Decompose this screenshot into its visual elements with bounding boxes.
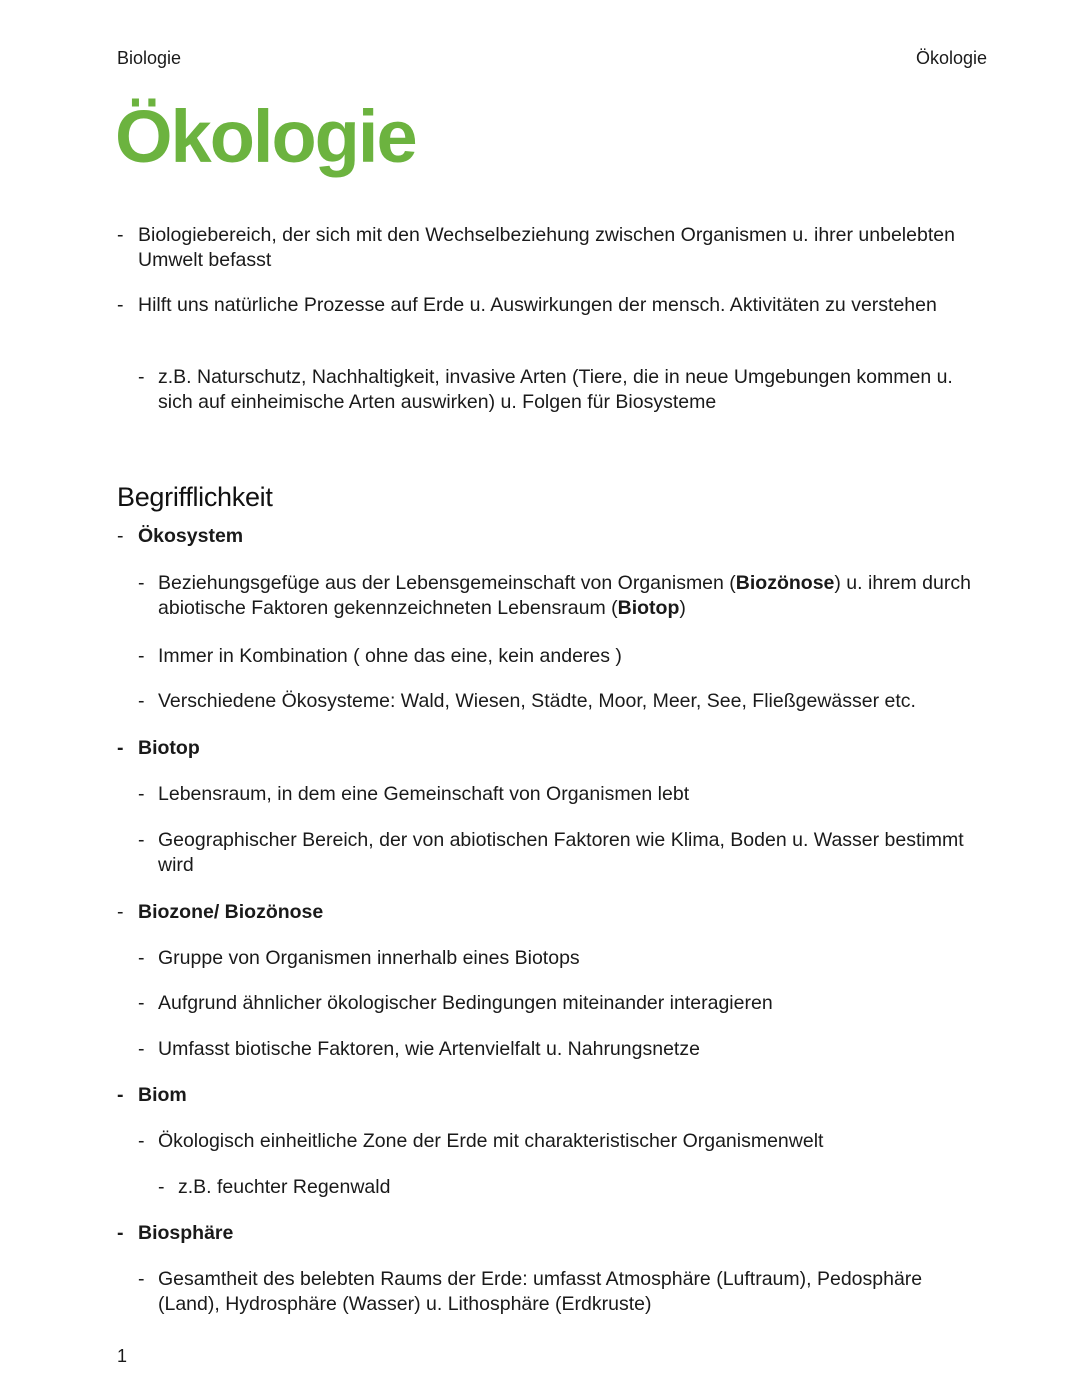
section-heading: Begrifflichkeit bbox=[117, 482, 273, 512]
term-label: Biotop bbox=[138, 737, 200, 759]
term-label: Biozone/ Biozönose bbox=[138, 901, 324, 923]
page-title: Ökologie bbox=[115, 95, 416, 178]
bullet-dash: - bbox=[138, 992, 145, 1014]
bullet-dash: - bbox=[117, 525, 124, 547]
bullet-text: Ökologisch einheitliche Zone der Erde mit charakteristischer Organismenwelt bbox=[158, 1130, 824, 1152]
bullet-dash: - bbox=[158, 1176, 165, 1198]
bullet-dash: - bbox=[138, 783, 145, 805]
bullet-dash: - bbox=[117, 737, 124, 759]
bullet-text: Lebensraum, in dem eine Gemeinschaft von Organismen lebt bbox=[158, 783, 690, 805]
text-part: ) bbox=[679, 597, 686, 619]
bold-term-biozoenose: Biozönose bbox=[735, 572, 835, 594]
bullet-dash: - bbox=[138, 690, 145, 712]
bullet-dash: - bbox=[138, 947, 145, 969]
term-label: Biosphäre bbox=[138, 1222, 234, 1244]
bullet-dash: - bbox=[117, 224, 124, 246]
text-part: ) u. ihrem durch abiotische Faktoren gekennzeichneten Lebensraum ( bbox=[158, 572, 971, 619]
bullet-dash: - bbox=[117, 1084, 124, 1106]
bullet-dash: - bbox=[138, 645, 145, 667]
bullet-text: Gesamtheit des belebten Raums der Erde: umfasst Atmosphäre (Luftraum), Pedosphäre (Land), Hydrosphäre (Wasser) u. Lithosphäre (Erdkruste) bbox=[158, 1268, 923, 1315]
term-label: Ökosystem bbox=[138, 525, 244, 547]
bullet-text: Gruppe von Organismen innerhalb eines Biotops bbox=[158, 947, 580, 969]
bullet-dash: - bbox=[138, 829, 145, 851]
bullet-dash: - bbox=[138, 572, 145, 594]
bullet-dash: - bbox=[138, 1130, 145, 1152]
bullet-text: Biologiebereich, der sich mit den Wechselbeziehung zwischen Organismen u. ihrer unbelebten Umwelt befasst bbox=[138, 224, 955, 271]
bullet-text: z.B. feuchter Regenwald bbox=[178, 1176, 391, 1198]
bullet-text: Verschiedene Ökosysteme: Wald, Wiesen, Städte, Moor, Meer, See, Fließgewässer etc. bbox=[158, 690, 916, 712]
bullet-text: Geographischer Bereich, der von abiotischen Faktoren wie Klima, Boden u. Wasser bestimmt wird bbox=[158, 829, 964, 876]
bold-term-biotop: Biotop bbox=[617, 597, 680, 619]
bullet-text: Hilft uns natürliche Prozesse auf Erde u. Auswirkungen der mensch. Aktivitäten zu verstehen bbox=[138, 294, 937, 316]
bullet-dash: - bbox=[138, 1038, 145, 1060]
bullet-text: Umfasst biotische Faktoren, wie Artenvielfalt u. Nahrungsnetze bbox=[158, 1038, 700, 1060]
bullet-text: Aufgrund ähnlicher ökologischer Bedingungen miteinander interagieren bbox=[158, 992, 773, 1014]
header-subject: Biologie bbox=[117, 48, 182, 68]
bullet-text: Immer in Kombination ( ohne das eine, kein anderes ) bbox=[158, 645, 622, 667]
bullet-dash: - bbox=[117, 901, 124, 923]
bullet-text bbox=[158, 571, 988, 621]
bullet-text: z.B. Naturschutz, Nachhaltigkeit, invasive Arten (Tiere, die in neue Umgebungen kommen u. sich auf einheimische Arten auswirken) u. Folgen für Biosysteme bbox=[158, 366, 953, 413]
bullet-dash: - bbox=[117, 294, 124, 316]
header-topic: Ökologie bbox=[915, 48, 987, 68]
bullet-dash: - bbox=[138, 366, 145, 388]
term-label: Biom bbox=[138, 1084, 187, 1106]
page-number: 1 bbox=[117, 1346, 128, 1366]
bullet-dash: - bbox=[117, 1222, 124, 1244]
bullet-dash: - bbox=[138, 1268, 145, 1290]
text-part: Beziehungsgefüge aus der Lebensgemeinschaft von Organismen ( bbox=[158, 572, 736, 594]
